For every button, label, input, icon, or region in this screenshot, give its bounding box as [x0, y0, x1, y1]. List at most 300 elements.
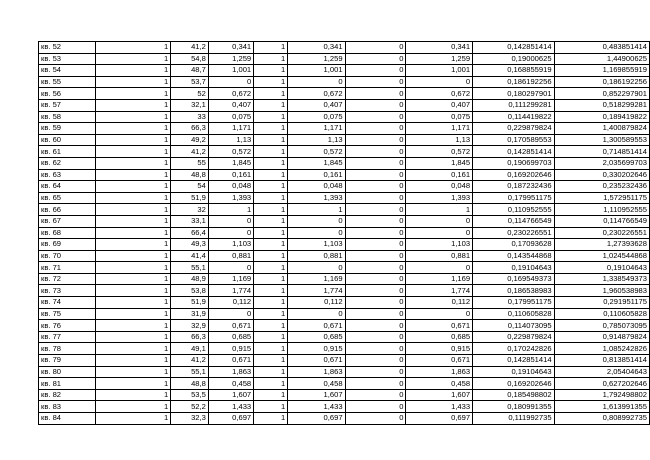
value-cell: 41,2: [171, 355, 209, 367]
apartment-cell: кв. 75: [39, 308, 96, 320]
value-cell: 0,572: [208, 146, 253, 158]
value-cell: 1: [254, 204, 288, 216]
value-cell: 1: [254, 53, 288, 65]
value-cell: 0,341: [208, 42, 253, 54]
value-cell: 0,114073095: [473, 320, 554, 332]
total-cell: 1,44900625: [554, 53, 649, 65]
apartment-cell: кв. 52: [39, 42, 96, 54]
total-cell: 0,914879824: [554, 331, 649, 343]
value-cell: 1: [95, 42, 171, 54]
apartment-cell: кв. 59: [39, 123, 96, 135]
value-cell: 1: [95, 273, 171, 285]
table-row: [39, 355, 650, 367]
value-cell: 33,1: [171, 215, 209, 227]
value-cell: 1: [254, 273, 288, 285]
value-cell: 66,4: [171, 227, 209, 239]
apartment-cell: кв. 74: [39, 297, 96, 309]
apartment-cell: кв. 54: [39, 65, 96, 77]
value-cell: 0,341: [406, 42, 473, 54]
value-cell: 32,1: [171, 99, 209, 111]
value-cell: 1: [254, 99, 288, 111]
value-cell: 0,161: [406, 169, 473, 181]
value-cell: 0,075: [406, 111, 473, 123]
value-cell: 1: [254, 343, 288, 355]
value-cell: 52: [171, 88, 209, 100]
value-cell: 0: [406, 262, 473, 274]
value-cell: 0: [345, 157, 406, 169]
value-cell: 0: [208, 308, 253, 320]
value-cell: 1,774: [288, 285, 345, 297]
value-cell: 1: [95, 331, 171, 343]
value-cell: 1,774: [406, 285, 473, 297]
value-cell: 0,19104643: [473, 366, 554, 378]
value-cell: 0,671: [288, 355, 345, 367]
total-cell: 0,330202646: [554, 169, 649, 181]
value-cell: 1: [254, 169, 288, 181]
value-cell: 0,671: [406, 320, 473, 332]
value-cell: 1: [254, 134, 288, 146]
total-cell: 0,813851414: [554, 355, 649, 367]
value-cell: 0,048: [208, 181, 253, 193]
value-cell: 0: [345, 181, 406, 193]
apartment-cell: кв. 56: [39, 88, 96, 100]
value-cell: 0,881: [288, 250, 345, 262]
value-cell: 1,433: [208, 401, 253, 413]
value-cell: 0,180297901: [473, 88, 554, 100]
apartment-cell: кв. 76: [39, 320, 96, 332]
value-cell: 1: [254, 111, 288, 123]
value-cell: 51,9: [171, 297, 209, 309]
table-row: [39, 181, 650, 193]
value-cell: 0: [288, 215, 345, 227]
value-cell: 0: [345, 273, 406, 285]
value-cell: 0,685: [406, 331, 473, 343]
value-cell: 0,185498802: [473, 389, 554, 401]
value-cell: 1: [254, 355, 288, 367]
value-cell: 1: [95, 413, 171, 425]
value-cell: 1: [95, 227, 171, 239]
value-cell: 1,001: [208, 65, 253, 77]
value-cell: 1,169: [208, 273, 253, 285]
value-cell: 1: [254, 413, 288, 425]
value-cell: 0,672: [208, 88, 253, 100]
value-cell: 0: [345, 297, 406, 309]
value-cell: 1,863: [288, 366, 345, 378]
value-cell: 0,407: [406, 99, 473, 111]
table-row: [39, 389, 650, 401]
value-cell: 0,112: [208, 297, 253, 309]
value-cell: 0: [208, 262, 253, 274]
value-cell: 0: [345, 42, 406, 54]
value-cell: 1: [254, 331, 288, 343]
total-cell: 1,300589553: [554, 134, 649, 146]
total-cell: 1,169855919: [554, 65, 649, 77]
value-cell: 0,111299281: [473, 99, 554, 111]
total-cell: 0,808992735: [554, 413, 649, 425]
value-cell: 0,114766549: [473, 215, 554, 227]
value-cell: 0,407: [208, 99, 253, 111]
value-cell: 0,187232436: [473, 181, 554, 193]
value-cell: 0,671: [406, 355, 473, 367]
value-cell: 0: [345, 65, 406, 77]
value-cell: 0,114419822: [473, 111, 554, 123]
value-cell: 48,9: [171, 273, 209, 285]
value-cell: 66,3: [171, 123, 209, 135]
value-cell: 1: [95, 401, 171, 413]
value-cell: 0,458: [406, 378, 473, 390]
table-row: [39, 273, 650, 285]
value-cell: 49,2: [171, 134, 209, 146]
total-cell: 0,852297901: [554, 88, 649, 100]
value-cell: 0,572: [288, 146, 345, 158]
value-cell: 0,915: [288, 343, 345, 355]
table-row: [39, 262, 650, 274]
value-cell: 0: [345, 331, 406, 343]
value-cell: 1,001: [406, 65, 473, 77]
value-cell: 0,672: [288, 88, 345, 100]
table-row: [39, 169, 650, 181]
value-cell: 1,13: [288, 134, 345, 146]
value-cell: 32: [171, 204, 209, 216]
value-cell: 0,142851414: [473, 146, 554, 158]
total-cell: 1,792498802: [554, 389, 649, 401]
value-cell: 0: [345, 227, 406, 239]
value-cell: 0,186192256: [473, 76, 554, 88]
value-cell: 0: [406, 308, 473, 320]
value-cell: 0: [345, 204, 406, 216]
value-cell: 0: [345, 215, 406, 227]
apartment-cell: кв. 79: [39, 355, 96, 367]
value-cell: 0,161: [208, 169, 253, 181]
total-cell: 0,19104643: [554, 262, 649, 274]
total-cell: 1,27393628: [554, 239, 649, 251]
total-cell: 1,613991355: [554, 401, 649, 413]
table-row: [39, 308, 650, 320]
value-cell: 1: [254, 65, 288, 77]
value-cell: 41,2: [171, 146, 209, 158]
value-cell: 49,3: [171, 239, 209, 251]
value-cell: 1: [95, 99, 171, 111]
value-cell: 0,169202646: [473, 378, 554, 390]
value-cell: 53,8: [171, 285, 209, 297]
value-cell: 0,142851414: [473, 355, 554, 367]
value-cell: 1: [208, 204, 253, 216]
value-cell: 1,103: [406, 239, 473, 251]
value-cell: 0,881: [406, 250, 473, 262]
table-row: [39, 215, 650, 227]
value-cell: 0,190699703: [473, 157, 554, 169]
value-cell: 1,774: [208, 285, 253, 297]
apartment-cell: кв. 60: [39, 134, 96, 146]
table-row: [39, 285, 650, 297]
value-cell: 0: [345, 250, 406, 262]
value-cell: 1: [254, 308, 288, 320]
value-cell: 1,433: [288, 401, 345, 413]
table-row: [39, 227, 650, 239]
value-cell: 41,2: [171, 42, 209, 54]
apartment-cell: кв. 65: [39, 192, 96, 204]
value-cell: 1,607: [406, 389, 473, 401]
value-cell: 0: [345, 123, 406, 135]
value-cell: 0,075: [288, 111, 345, 123]
table-row: [39, 53, 650, 65]
value-cell: 54: [171, 181, 209, 193]
value-cell: 0,142851414: [473, 42, 554, 54]
apartment-cell: кв. 84: [39, 413, 96, 425]
value-cell: 0: [345, 389, 406, 401]
value-cell: 0: [288, 262, 345, 274]
value-cell: 1,103: [208, 239, 253, 251]
value-cell: 0,161: [288, 169, 345, 181]
table-row: [39, 413, 650, 425]
value-cell: 0,112: [288, 297, 345, 309]
value-cell: 0,697: [288, 413, 345, 425]
total-cell: 0,627202646: [554, 378, 649, 390]
value-cell: 0,881: [208, 250, 253, 262]
table-row: [39, 123, 650, 135]
apartment-cell: кв. 53: [39, 53, 96, 65]
value-cell: 0: [345, 76, 406, 88]
value-cell: 1: [95, 343, 171, 355]
total-cell: 0,291951175: [554, 297, 649, 309]
value-cell: 1,863: [208, 366, 253, 378]
table-row: [39, 401, 650, 413]
value-cell: 0,685: [288, 331, 345, 343]
value-cell: 0: [345, 88, 406, 100]
total-cell: 1,024544868: [554, 250, 649, 262]
value-cell: 49,1: [171, 343, 209, 355]
value-cell: 41,4: [171, 250, 209, 262]
value-cell: 1: [254, 76, 288, 88]
total-cell: 0,189419822: [554, 111, 649, 123]
table-row: [39, 250, 650, 262]
value-cell: 1: [95, 169, 171, 181]
total-cell: 0,714851414: [554, 146, 649, 158]
value-cell: 1: [254, 215, 288, 227]
total-cell: 1,338549373: [554, 273, 649, 285]
table-row: [39, 343, 650, 355]
value-cell: 0: [345, 192, 406, 204]
value-cell: 1,171: [208, 123, 253, 135]
apartment-cell: кв. 58: [39, 111, 96, 123]
value-cell: 0: [345, 401, 406, 413]
value-cell: 1,001: [288, 65, 345, 77]
value-cell: 1,393: [406, 192, 473, 204]
value-cell: 1: [95, 297, 171, 309]
value-cell: 0,179951175: [473, 297, 554, 309]
value-cell: 0,671: [288, 320, 345, 332]
table-row: [39, 111, 650, 123]
value-cell: 0: [208, 215, 253, 227]
value-cell: 0: [288, 227, 345, 239]
total-cell: 0,235232436: [554, 181, 649, 193]
table-row: [39, 88, 650, 100]
value-cell: 0,572: [406, 146, 473, 158]
value-cell: 0,697: [406, 413, 473, 425]
apartment-cell: кв. 57: [39, 99, 96, 111]
value-cell: 55: [171, 157, 209, 169]
value-cell: 0: [345, 355, 406, 367]
value-cell: 1: [95, 88, 171, 100]
value-cell: 1: [95, 181, 171, 193]
value-cell: 0: [345, 111, 406, 123]
value-cell: 0: [208, 76, 253, 88]
value-cell: 0,169549373: [473, 273, 554, 285]
value-cell: 1,393: [288, 192, 345, 204]
value-cell: 0,048: [288, 181, 345, 193]
value-cell: 1: [254, 157, 288, 169]
table-row: [39, 146, 650, 158]
value-cell: 1: [95, 204, 171, 216]
value-cell: 0,407: [288, 99, 345, 111]
value-cell: 0: [345, 343, 406, 355]
value-cell: 1: [254, 181, 288, 193]
value-cell: 1,433: [406, 401, 473, 413]
value-cell: 0,229879824: [473, 331, 554, 343]
value-cell: 0,671: [208, 320, 253, 332]
value-cell: 1,607: [208, 389, 253, 401]
value-cell: 0: [345, 134, 406, 146]
value-cell: 1: [95, 146, 171, 158]
total-cell: 2,035699703: [554, 157, 649, 169]
value-cell: 55,1: [171, 366, 209, 378]
apartment-cell: кв. 63: [39, 169, 96, 181]
value-cell: 1: [95, 308, 171, 320]
value-cell: 1,169: [406, 273, 473, 285]
value-cell: 1: [95, 355, 171, 367]
value-cell: 1: [254, 389, 288, 401]
total-cell: 1,572951175: [554, 192, 649, 204]
value-cell: 1: [406, 204, 473, 216]
apartment-cell: кв. 82: [39, 389, 96, 401]
value-cell: 0,19104643: [473, 262, 554, 274]
value-cell: 1,103: [288, 239, 345, 251]
value-cell: 0,458: [208, 378, 253, 390]
value-cell: 0,915: [208, 343, 253, 355]
total-cell: 0,230226551: [554, 227, 649, 239]
value-cell: 1,845: [208, 157, 253, 169]
value-cell: 0,458: [288, 378, 345, 390]
table-row: [39, 99, 650, 111]
value-cell: 1: [95, 65, 171, 77]
value-cell: 1,169: [288, 273, 345, 285]
total-cell: 0,483851414: [554, 42, 649, 54]
value-cell: 1: [95, 111, 171, 123]
total-cell: 0,785073095: [554, 320, 649, 332]
table-row: [39, 76, 650, 88]
apartment-cell: кв. 72: [39, 273, 96, 285]
value-cell: 1: [95, 366, 171, 378]
value-cell: 0: [345, 366, 406, 378]
value-cell: 0: [406, 76, 473, 88]
value-cell: 0: [406, 227, 473, 239]
value-cell: 0,110605828: [473, 308, 554, 320]
table-row: [39, 297, 650, 309]
value-cell: 1: [254, 297, 288, 309]
apartment-cell: кв. 77: [39, 331, 96, 343]
value-cell: 1: [254, 227, 288, 239]
table-row: [39, 157, 650, 169]
value-cell: 0,180991355: [473, 401, 554, 413]
value-cell: 0: [406, 215, 473, 227]
value-cell: 31,9: [171, 308, 209, 320]
value-cell: 33: [171, 111, 209, 123]
apartment-cell: кв. 67: [39, 215, 96, 227]
value-cell: 1: [95, 389, 171, 401]
value-cell: 54,8: [171, 53, 209, 65]
value-cell: 1: [288, 204, 345, 216]
total-cell: 1,960538983: [554, 285, 649, 297]
value-cell: 1: [95, 320, 171, 332]
table-row: [39, 204, 650, 216]
table-row: [39, 42, 650, 54]
value-cell: 1: [254, 320, 288, 332]
apartment-cell: кв. 80: [39, 366, 96, 378]
value-cell: 1: [95, 192, 171, 204]
value-cell: 1: [254, 366, 288, 378]
value-cell: 0,17093628: [473, 239, 554, 251]
value-cell: 0: [345, 320, 406, 332]
value-cell: 0: [208, 227, 253, 239]
value-cell: 52,2: [171, 401, 209, 413]
value-cell: 1: [95, 262, 171, 274]
table-row: [39, 192, 650, 204]
value-cell: 0,168855919: [473, 65, 554, 77]
table-row: [39, 134, 650, 146]
value-cell: 0,341: [288, 42, 345, 54]
value-cell: 48,8: [171, 378, 209, 390]
value-cell: 0,075: [208, 111, 253, 123]
total-cell: 1,400879824: [554, 123, 649, 135]
table-row: [39, 65, 650, 77]
value-cell: 0,169202646: [473, 169, 554, 181]
table-row: [39, 331, 650, 343]
value-cell: 1,863: [406, 366, 473, 378]
apartment-cell: кв. 62: [39, 157, 96, 169]
value-cell: 0: [345, 146, 406, 158]
value-cell: 1: [95, 378, 171, 390]
value-cell: 0,672: [406, 88, 473, 100]
value-cell: 0,143544868: [473, 250, 554, 262]
value-cell: 0,111992735: [473, 413, 554, 425]
value-cell: 1: [254, 378, 288, 390]
value-cell: 0: [345, 378, 406, 390]
value-cell: 1: [95, 157, 171, 169]
value-cell: 0,179951175: [473, 192, 554, 204]
value-cell: 0,170589553: [473, 134, 554, 146]
value-cell: 1: [95, 285, 171, 297]
value-cell: 1: [254, 250, 288, 262]
table-row: [39, 366, 650, 378]
value-cell: 0,186538983: [473, 285, 554, 297]
apartment-cell: кв. 61: [39, 146, 96, 158]
value-cell: 0: [345, 285, 406, 297]
value-cell: 1,259: [208, 53, 253, 65]
value-cell: 0,671: [208, 355, 253, 367]
apartment-cell: кв. 83: [39, 401, 96, 413]
value-cell: 1: [254, 146, 288, 158]
total-cell: 0,110605828: [554, 308, 649, 320]
table-body: [39, 42, 650, 425]
value-cell: 1: [95, 76, 171, 88]
value-cell: 0: [345, 413, 406, 425]
value-cell: 0: [288, 308, 345, 320]
value-cell: 0: [345, 53, 406, 65]
table-row: [39, 378, 650, 390]
value-cell: 0,110952555: [473, 204, 554, 216]
value-cell: 0: [345, 99, 406, 111]
value-cell: 0,230226551: [473, 227, 554, 239]
